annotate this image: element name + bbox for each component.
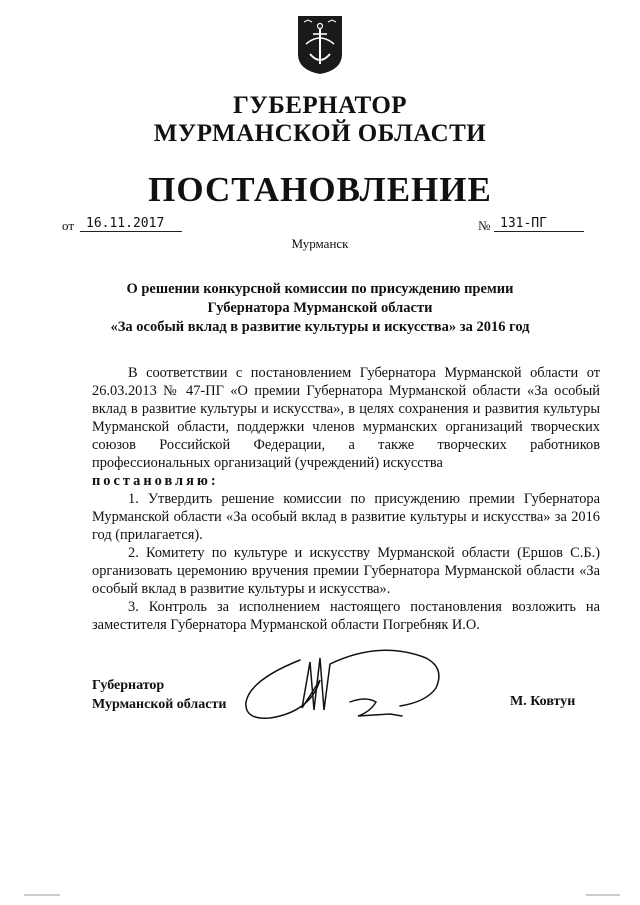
signatory-title-line-2: Мурманской области	[92, 697, 227, 712]
document-date: 16.11.2017	[80, 216, 182, 232]
date-label: от	[62, 218, 75, 233]
murmansk-coat-of-arms-icon	[296, 14, 344, 76]
document-number: 131-ПГ	[494, 216, 584, 232]
number-label: №	[478, 218, 491, 233]
handwritten-signature	[240, 640, 450, 740]
document-body	[92, 364, 600, 634]
item-1: 1. Утвердить решение комиссии по присуждению премии Губернатора Мурманской области «За особый вклад в развитие культуры и искусства» за 2016 год (прилагается).	[92, 491, 600, 543]
header-governor: ГУБЕРНАТОР	[232, 92, 408, 119]
city: Мурманск	[291, 236, 349, 251]
signatory-name: М. Ковтун	[510, 694, 576, 709]
title-line-3: «За особый вклад в развитие культуры и искусства» за 2016 год	[110, 319, 530, 335]
header-region: МУРМАНСКОЙ ОБЛАСТИ	[153, 120, 487, 147]
signatory-title-line-1: Губернатор	[92, 678, 165, 693]
footer-marks	[0, 890, 640, 900]
item-3: 3. Контроль за исполнением настоящего постановления возложить на заместителя Губернатора Мурманской области Погребняк И.О.	[92, 599, 600, 633]
document-title	[60, 280, 580, 337]
signatory-title	[92, 676, 226, 714]
item-2: 2. Комитету по культуре и искусству Мурманской области (Ершов С.Б.) организовать церемонию вручения премии Губернатора Мурманской области «За особый вклад в развитие культуры и искусства».	[92, 545, 600, 597]
preamble: В соответствии с постановлением Губернатора Мурманской области от 26.03.2013 № 47-ПГ «О премии Губернатора Мурманской области «За особый вклад в развитие культуры и искусства», в целях сохранения и развития культуры Мурманской области, поддержки членов мурманских организаций творческих союзов Российской Федерации, а также творческих работников профессиональных организаций (учреждений) искусства	[92, 365, 600, 471]
document-type: ПОСТАНОВЛЕНИЕ	[148, 170, 492, 209]
title-line-2: Губернатора Мурманской области	[207, 300, 433, 316]
title-line-1: О решении конкурсной комиссии по присуждению премии	[126, 281, 514, 297]
decree-word: постановляю:	[92, 473, 219, 489]
